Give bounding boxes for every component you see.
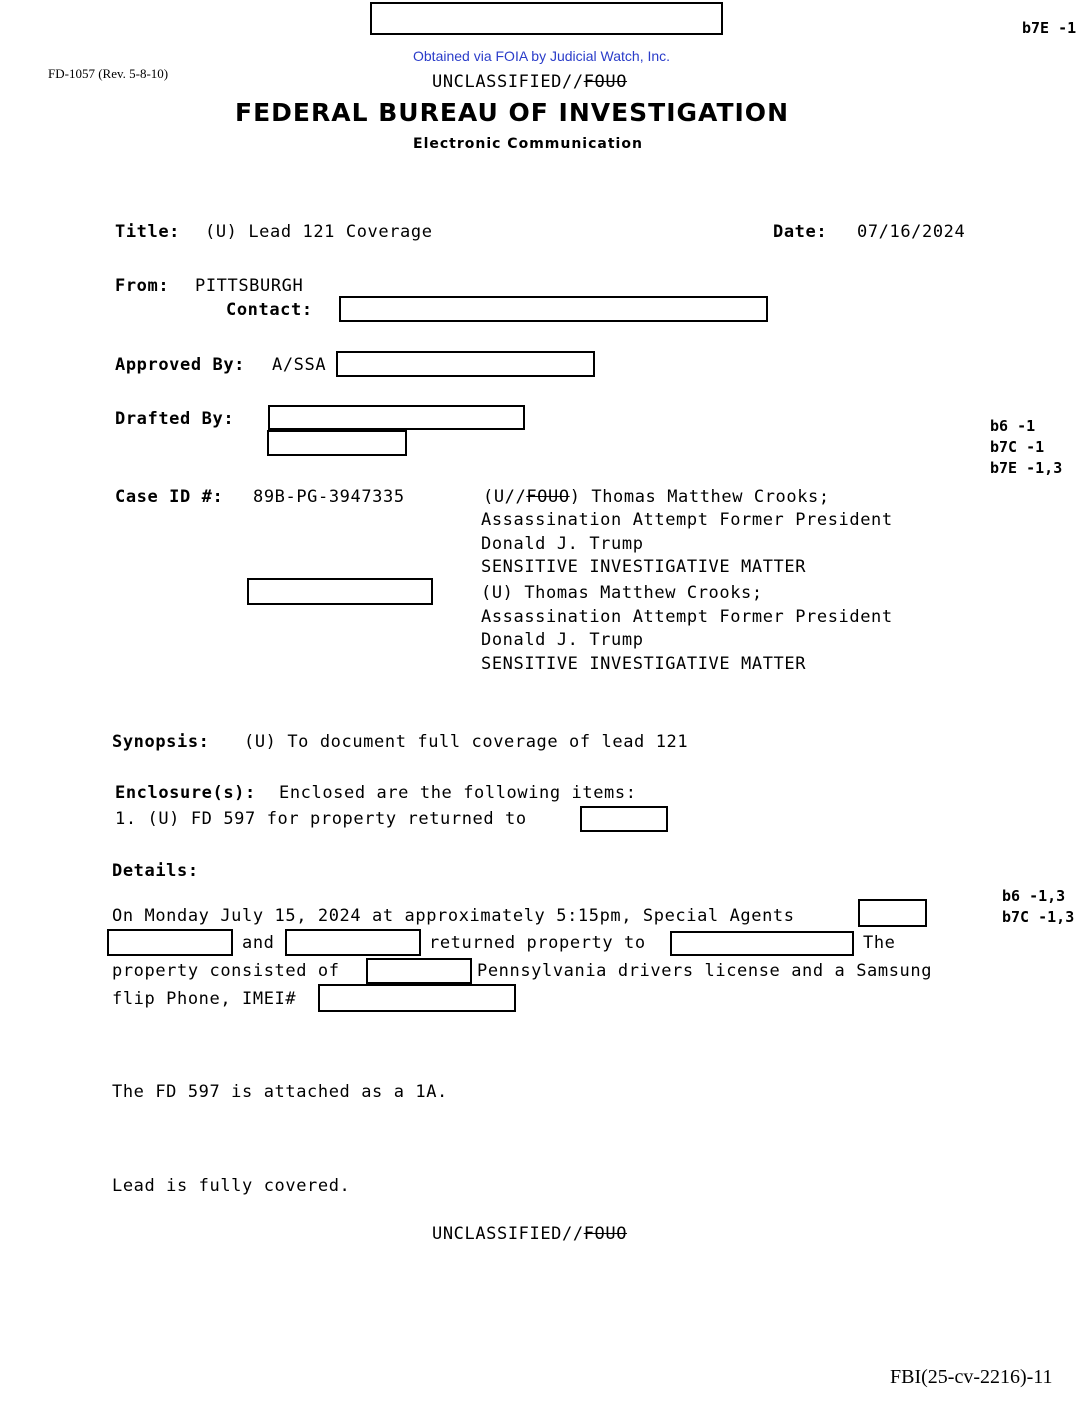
exemption-code: b7C -1: [990, 438, 1045, 456]
from-value: PITTSBURGH: [195, 276, 304, 296]
redaction-box-enclosure-recipient: [580, 806, 668, 832]
case-id-label: Case ID #:: [115, 487, 224, 507]
details-the: The: [863, 933, 896, 953]
details-line-3b: Pennsylvania drivers license and a Samsung: [477, 961, 933, 981]
foia-notice: Obtained via FOIA by Judicial Watch, Inc.: [413, 48, 671, 64]
exemption-code-top: b7E -1: [1022, 19, 1077, 37]
case-1-line-1: [483, 487, 830, 507]
enclosures-intro: Enclosed are the following items:: [279, 783, 637, 803]
case-1-prefix: (U//: [483, 487, 527, 507]
approved-by-label: Approved By:: [115, 355, 246, 375]
details-returned: returned property to: [429, 933, 646, 953]
redaction-box-recipient: [670, 931, 854, 956]
redaction-box-license-owner: [366, 958, 472, 984]
case-2-line-3: Donald J. Trump: [481, 630, 644, 650]
details-line-4: flip Phone, IMEI#: [112, 989, 297, 1009]
drafted-by-label: Drafted By:: [115, 409, 235, 429]
redaction-box-agent-1: [858, 899, 927, 927]
date-value: 07/16/2024: [857, 222, 966, 242]
from-label: From:: [115, 276, 170, 296]
classification-prefix: UNCLASSIFIED//: [432, 72, 584, 92]
redaction-box-agent-2: [107, 929, 233, 956]
redaction-box-contact: [339, 296, 768, 322]
classification-footer: [432, 1224, 627, 1244]
case-1-suffix: ) Thomas Matthew Crooks;: [569, 487, 830, 507]
details-line-1: On Monday July 15, 2024 at approximately 5:15pm, Special Agents: [112, 906, 795, 926]
exemption-code: b7E -1,3: [990, 459, 1063, 477]
case-1-struck: FOUO: [526, 487, 570, 507]
contact-label: Contact:: [226, 300, 313, 320]
approved-by-value: A/SSA: [272, 355, 327, 375]
case-2-line-1: (U) Thomas Matthew Crooks;: [481, 583, 763, 603]
title-value: (U) Lead 121 Coverage: [205, 222, 433, 242]
redaction-box-case-id-2: [247, 578, 433, 605]
redaction-box-drafter-1: [268, 405, 525, 430]
date-label: Date:: [773, 222, 828, 242]
redaction-box-drafter-2: [267, 430, 407, 456]
redaction-box-header: [370, 2, 723, 35]
exemption-code: b7C -1,3: [1002, 908, 1075, 926]
case-1-line-2: Assassination Attempt Former President: [481, 510, 893, 530]
case-1-line-4: SENSITIVE INVESTIGATIVE MATTER: [481, 557, 807, 577]
bates-number: FBI(25-cv-2216)-11: [890, 1366, 1053, 1388]
redaction-box-agent-3: [285, 929, 421, 956]
details-and: and: [242, 933, 275, 953]
case-id-value: 89B-PG-3947335: [253, 487, 405, 507]
details-line-3a: property consisted of: [112, 961, 340, 981]
title-label: Title:: [115, 222, 181, 242]
classification-prefix: UNCLASSIFIED//: [432, 1224, 584, 1244]
form-number: FD-1057 (Rev. 5-8-10): [48, 66, 169, 81]
exemption-code: b6 -1: [990, 417, 1036, 435]
document-type: Electronic Communication: [413, 136, 643, 152]
redaction-box-approver: [336, 351, 595, 377]
details-closing: Lead is fully covered.: [112, 1176, 351, 1196]
case-2-line-2: Assassination Attempt Former President: [481, 607, 893, 627]
agency-title: FEDERAL BUREAU OF INVESTIGATION: [235, 98, 789, 127]
case-2-line-4: SENSITIVE INVESTIGATIVE MATTER: [481, 654, 807, 674]
redaction-box-imei: [318, 984, 516, 1012]
details-label: Details:: [112, 861, 199, 881]
synopsis-text: (U) To document full coverage of lead 121: [244, 732, 689, 752]
classification-struck: FOUO: [583, 1224, 628, 1244]
enclosures-label: Enclosure(s):: [115, 783, 256, 803]
enclosure-item-1: 1. (U) FD 597 for property returned to: [115, 809, 527, 829]
exemption-code: b6 -1,3: [1002, 887, 1066, 905]
classification-struck: FOUO: [583, 72, 628, 92]
case-1-line-3: Donald J. Trump: [481, 534, 644, 554]
details-attached: The FD 597 is attached as a 1A.: [112, 1082, 448, 1102]
synopsis-label: Synopsis:: [112, 732, 210, 752]
classification-header: [432, 72, 627, 92]
